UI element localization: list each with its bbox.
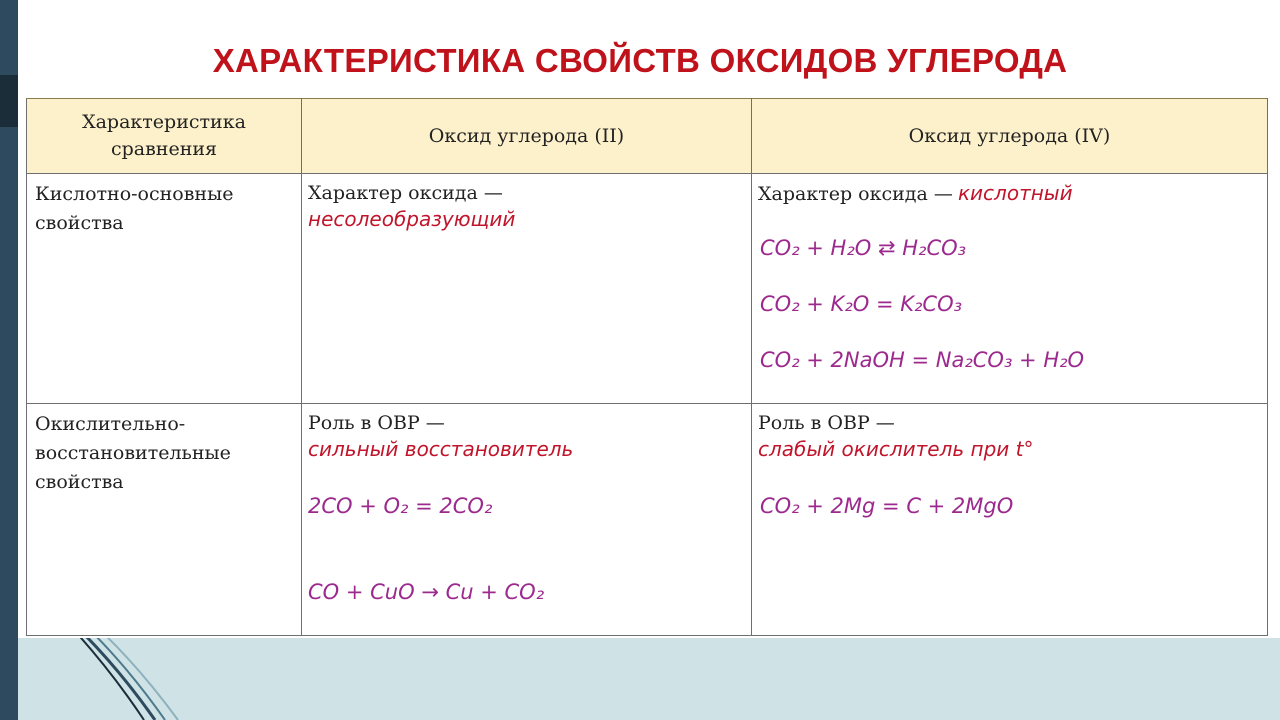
table-row-redox <box>27 404 1268 636</box>
table-header-row <box>27 99 1268 174</box>
header-co: Оксид углерода (II) <box>302 99 752 174</box>
equation: CO₂ + 2NaOH = Na₂CO₃ + H₂O <box>760 348 1085 372</box>
header-co2: Оксид углерода (IV) <box>752 99 1268 174</box>
equation: CO₂ + H₂O ⇄ H₂CO₃ <box>760 236 967 260</box>
equation: CO₂ + 2Mg = C + 2MgO <box>760 494 1014 518</box>
equation: 2CO + O₂ = 2CO₂ <box>308 494 493 518</box>
co2-oxide-character-line <box>758 180 1261 207</box>
co-oxide-character-label: Характер оксида — <box>308 182 503 204</box>
decor-swoosh <box>60 630 200 720</box>
co2-redox-role-value: слабый окислитель при t° <box>758 437 1034 461</box>
comparison-table <box>26 98 1268 636</box>
co2-oxide-character-label: Характер оксида — <box>758 183 953 205</box>
co2-redox-role-label: Роль в ОВР — <box>758 412 895 434</box>
cell-co2-redox <box>752 404 1268 636</box>
table-row-acid-base <box>27 174 1268 404</box>
cell-co2-acid-base <box>752 174 1268 404</box>
left-accent-block <box>0 75 18 127</box>
cell-co-acid-base <box>302 174 752 404</box>
co-redox-role-value: сильный восстановитель <box>308 437 574 461</box>
co-oxide-character-value: несолеобразующий <box>308 207 516 231</box>
equation: CO + CuO → Cu + CO₂ <box>308 580 545 604</box>
header-criterion: Характеристика сравнения <box>27 99 302 174</box>
page-title: ХАРАКТЕРИСТИКА СВОЙСТВ ОКСИДОВ УГЛЕРОДА <box>212 42 1068 79</box>
co2-oxide-character-value: кислотный <box>957 181 1073 205</box>
bottom-decor-band <box>18 638 1280 720</box>
co-redox-role-label: Роль в ОВР — <box>308 412 445 434</box>
row-label-acid-base: Кислотно-основные свойства <box>27 174 302 404</box>
row-label-redox: Окислительно-восстановительные свойства <box>27 404 302 636</box>
equation: CO₂ + K₂O = K₂CO₃ <box>760 292 963 316</box>
cell-co-redox <box>302 404 752 636</box>
